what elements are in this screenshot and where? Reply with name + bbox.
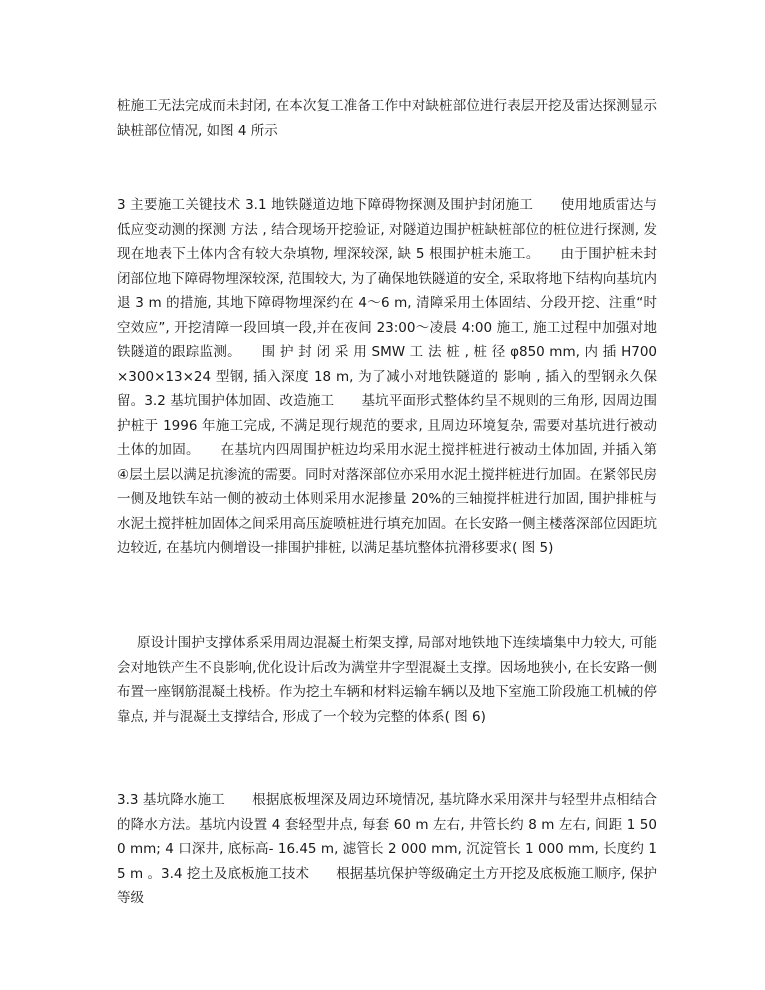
paragraph-2: 3 主要施工关键技术 3.1 地铁隧道边地下障碍物探测及围护封闭施工 使用地质雷达与低应变动测的探测 方法 , 结合现场开挖验证, 对隧道边围护桩缺桩部位的桩位进行探测, 发现在地表下土体内含有较大杂填物, 埋深较深, 缺 5 根围护桩未施工。 由于围护桩未封闭部位地下障碍物埋深较深, 范围较大, 为了确保地铁隧道的安全, 采取将地下结构向基坑内退 3 m 的措施, 其地下障碍物埋深约在 4～6 m, 清障采用土体固结、分段开挖、注重“时空效应”, 开挖清障一段回填一段,并在夜间 23:00～凌晨 4:00 施工, 施工过程中加强对地铁隧道的跟踪监测。 围 护 封 闭 采 用 SMW 工 法 桩 , 桩 径 φ850 mm, 内 插 H700×300×13×24 型钢, 插入深度 18 m, 为了减小对地铁隧道的 影响 , 插入的型钢永久保留。3.2 基坑围护体加固、改造施工 基坑平面形式整体约呈不规则的三角形, 因周边围护桩于 1996 年施工完成, 不满足现行规范的要求, 且周边环境复杂, 需要对基坑进行被动土体的加固。 在基坑内四周围护桩边均采用水泥土搅拌桩进行被动土体加固, 并插入第④层土层以满足抗渗流的需要。同时对落深部位亦采用水泥土搅拌桩进行加固。在紧邻民房一侧及地铁车站一侧的被动土体则采用水泥掺量 20%的三轴搅拌桩进行加固, 围护排桩与水泥土搅拌桩加固体之间采用高压旋喷桩进行填充加固。在长安路一侧主楼落深部位因距坑边较近, 在基坑内侧增设一排围护排桩, 以满足基坑整体抗滑移要求( 图 5) (117, 197, 657, 556)
paragraph-4: 3.3 基坑降水施工 根据底板埋深及周边环境情况, 基坑降水采用深井与轻型井点相结合的降水方法。基坑内设置 4 套轻型井点, 每套 60 m 左右, 井管长约 8 m 左右, 间距 1 500 mm; 4 口深井, 底标高- 16.45 m, 滤管长 2 000 mm, 沉淀管长 1 000 mm, 长度约 15 m 。3.4 挖土及底板施工技术 根据基坑保护等级确定土方开挖及底板施工顺序, 保护等级 (117, 792, 657, 906)
paragraph-1: 桩施工无法完成而未封闭, 在本次复工准备工作中对缺桩部位进行表层开挖及雷达探测显示缺桩部位情况, 如图 4 所示 (117, 98, 657, 139)
paragraph-3: 原设计围护支撑体系采用周边混凝土桁架支撑, 局部对地铁地下连续墙集中力较大, 可能会对地铁产生不良影响,优化设计后改为满堂井字型混凝土支撑。因场地狭小, 在长安路一侧布置一座钢筋混凝土栈桥。作为挖土车辆和材料运输车辆以及地下室施工阶段施工机械的停靠点, 并与混凝土支撑结合, 形成了一个较为完整的体系( 图 6) (117, 635, 657, 725)
